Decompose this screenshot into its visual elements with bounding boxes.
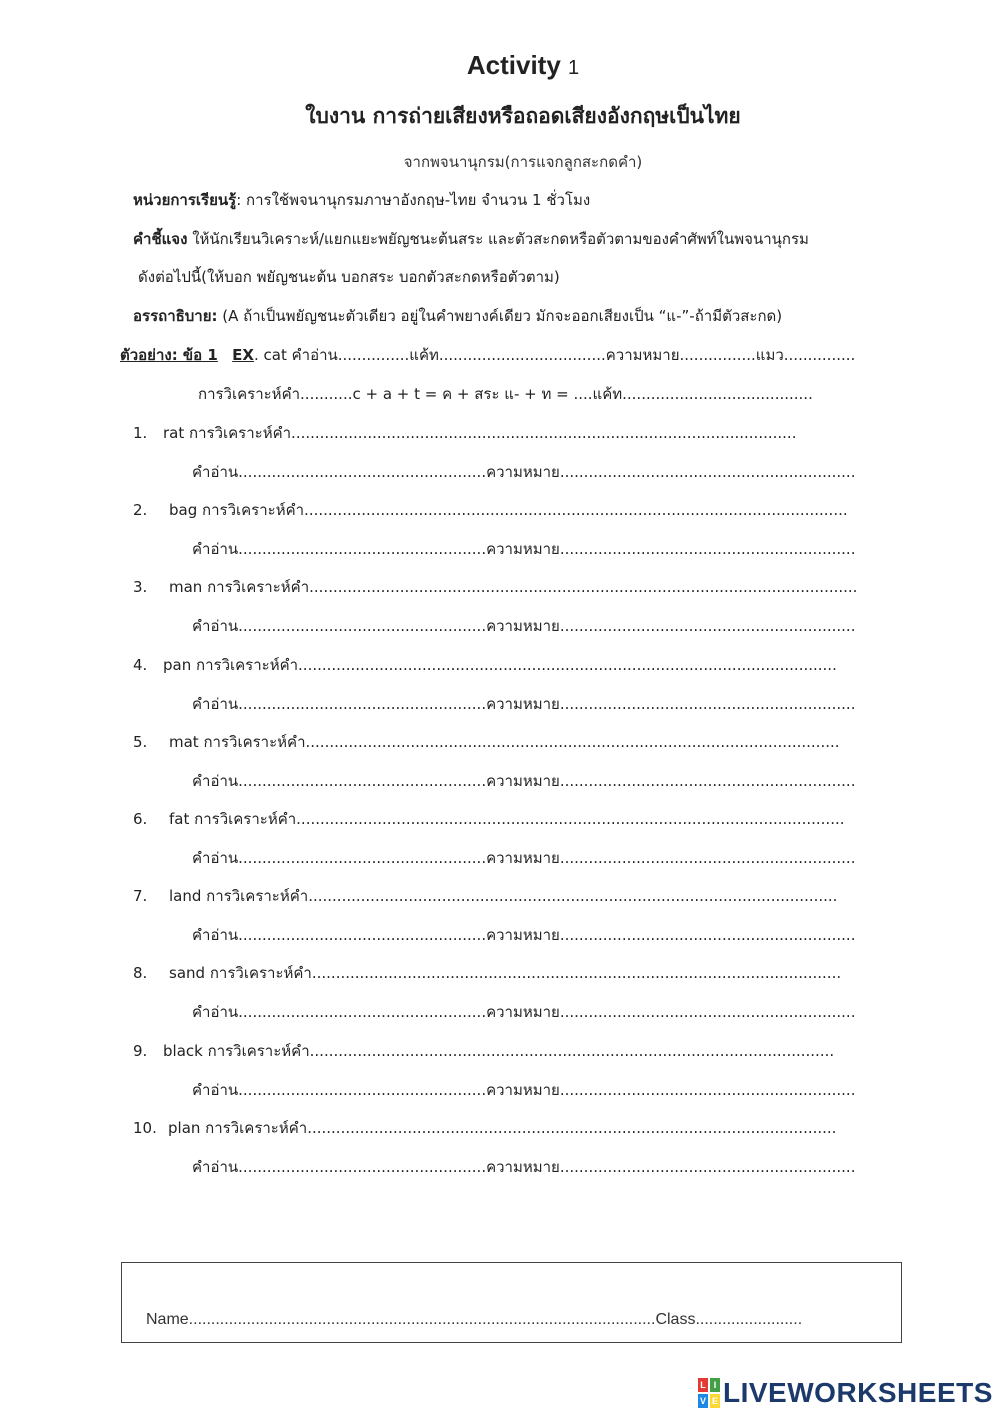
exercise-number: 8. xyxy=(133,964,148,982)
analysis-field[interactable]: การวิเคราะห์คำ................................................................................................................. xyxy=(196,656,837,674)
exercise-word: fat xyxy=(169,810,190,828)
analysis-field[interactable]: การวิเคราะห์คำ................................................................................................................ xyxy=(203,733,840,751)
analysis-field[interactable]: การวิเคราะห์คำ............................................................................................................... xyxy=(205,1119,837,1137)
exercise-item xyxy=(133,421,796,445)
reading-meaning-field[interactable]: คำอ่าน....................................................ความหมาย.............................................................. xyxy=(192,1081,856,1099)
analysis-field[interactable]: การวิเคราะห์คำ.................................................................................................................. xyxy=(202,501,848,519)
reading-meaning-field[interactable]: คำอ่าน....................................................ความหมาย.............................................................. xyxy=(192,540,856,558)
logo-square-icon: E xyxy=(711,1396,718,1406)
exercise-word: bag xyxy=(169,501,198,519)
exercise-number: 3. xyxy=(133,578,148,596)
exercise-number: 10. xyxy=(133,1119,157,1137)
reading-meaning-field[interactable]: คำอ่าน....................................................ความหมาย.............................................................. xyxy=(192,463,856,481)
exercise-number: 4. xyxy=(133,656,148,674)
reading-meaning-field[interactable]: คำอ่าน....................................................ความหมาย.............................................................. xyxy=(192,772,856,790)
instruction-line: คำชี้แจง ให้นักเรียนวิเคราะห์/แยกแยะพยัญชนะต้นสระ และตัวสะกดหรือตัวตามของคำศัพท์ในพจนานุกรม xyxy=(133,230,809,248)
exercise-word: sand xyxy=(169,964,206,982)
analysis-field[interactable]: การวิเคราะห์คำ................................................................................................................... xyxy=(194,810,845,828)
analysis-field[interactable]: การวิเคราะห์คำ.............................................................................................................. xyxy=(207,1042,835,1060)
learning-unit-line: หน่วยการเรียนรู้: การใช้พจนานุกรมภาษาอังกฤษ-ไทย จำนวน 1 ชั่วโมง xyxy=(133,191,591,209)
exercise-word: plan xyxy=(168,1119,201,1137)
reading-meaning-field[interactable]: คำอ่าน....................................................ความหมาย.............................................................. xyxy=(192,926,856,944)
logo-square-icon: V xyxy=(699,1396,706,1406)
exercise-item xyxy=(133,498,848,522)
exercise-item xyxy=(133,884,837,908)
exercise-word: land xyxy=(169,887,202,905)
exercise-word: black xyxy=(163,1042,203,1060)
worksheet-subtitle: ใบงาน การถ่ายเสียงหรือถอดเสียงอังกฤษเป็นไทย xyxy=(305,104,741,128)
exercise-word: mat xyxy=(169,733,199,751)
analysis-field[interactable]: การวิเคราะห์คำ............................................................................................................... xyxy=(206,887,838,905)
logo-text: LIVEWORKSHEETS xyxy=(723,1377,993,1408)
exercise-item xyxy=(133,575,857,599)
reading-meaning-field[interactable]: คำอ่าน....................................................ความหมาย.............................................................. xyxy=(192,849,856,867)
exercise-item xyxy=(133,961,841,985)
example-analysis-line: การวิเคราะห์คำ...........c + a + t = ค + สระ แ- + ท = ....แค้ท........................................ xyxy=(198,385,813,403)
exercise-item xyxy=(133,807,845,831)
name-class-box xyxy=(121,1262,902,1343)
reading-meaning-field[interactable]: คำอ่าน....................................................ความหมาย.............................................................. xyxy=(192,617,856,635)
exercise-number: 2. xyxy=(133,501,148,519)
exercise-number: 5. xyxy=(133,733,148,751)
exercise-item xyxy=(133,1116,836,1140)
logo-square-icon: I xyxy=(710,1378,720,1392)
analysis-field[interactable]: การวิเคราะห์คำ.......................................................................................................... xyxy=(189,424,797,442)
exercise-number: 6. xyxy=(133,810,148,828)
exercise-word: man xyxy=(169,578,203,596)
exercise-number: 9. xyxy=(133,1042,148,1060)
reading-meaning-field[interactable]: คำอ่าน....................................................ความหมาย.............................................................. xyxy=(192,695,856,713)
reading-meaning-field[interactable]: คำอ่าน....................................................ความหมาย.............................................................. xyxy=(192,1003,856,1021)
analysis-field[interactable]: การวิเคราะห์คำ............................................................................................................... xyxy=(209,964,842,982)
exercise-number: 7. xyxy=(133,887,148,905)
exercise-word: pan xyxy=(163,656,192,674)
liveworksheets-logo xyxy=(698,1376,993,1410)
exercise-item xyxy=(133,1039,834,1063)
page-title: Activity 1 xyxy=(466,50,580,80)
reading-meaning-field[interactable]: คำอ่าน....................................................ความหมาย.............................................................. xyxy=(192,1158,856,1176)
logo-square-icon: L xyxy=(698,1378,708,1392)
instruction-line-2: ดังต่อไปนี้(ให้บอก พยัญชนะต้น บอกสระ บอกตัวสะกดหรือตัวตาม) xyxy=(138,268,560,286)
exercise-item xyxy=(133,730,840,754)
analysis-field[interactable]: การวิเคราะห์คำ................................................................................................................... xyxy=(207,578,858,596)
exercise-number: 1. xyxy=(133,424,148,442)
exercise-item xyxy=(133,653,837,677)
explanation-line: อรรถาธิบาย: (A ถ้าเป็นพยัญชนะตัวเดียว อยู่ในคำพยางค์เดียว มักจะออกเสียงเป็น “แ-”-ถ้ามีตัวสะกด) xyxy=(133,307,783,325)
logo-mark-icon xyxy=(698,1378,720,1408)
source-note: จากพจนานุกรม(การแจกลูกสะกดคำ) xyxy=(403,153,643,171)
name-class-field[interactable]: Name.........................................................................................................Class........................ xyxy=(146,1311,803,1328)
exercise-word: rat xyxy=(163,424,185,442)
example-line: ตัวอย่าง: ข้อ 1 EX. cat คำอ่าน...............แค้ท...................................ความหมาย................แมว............... xyxy=(120,346,856,364)
